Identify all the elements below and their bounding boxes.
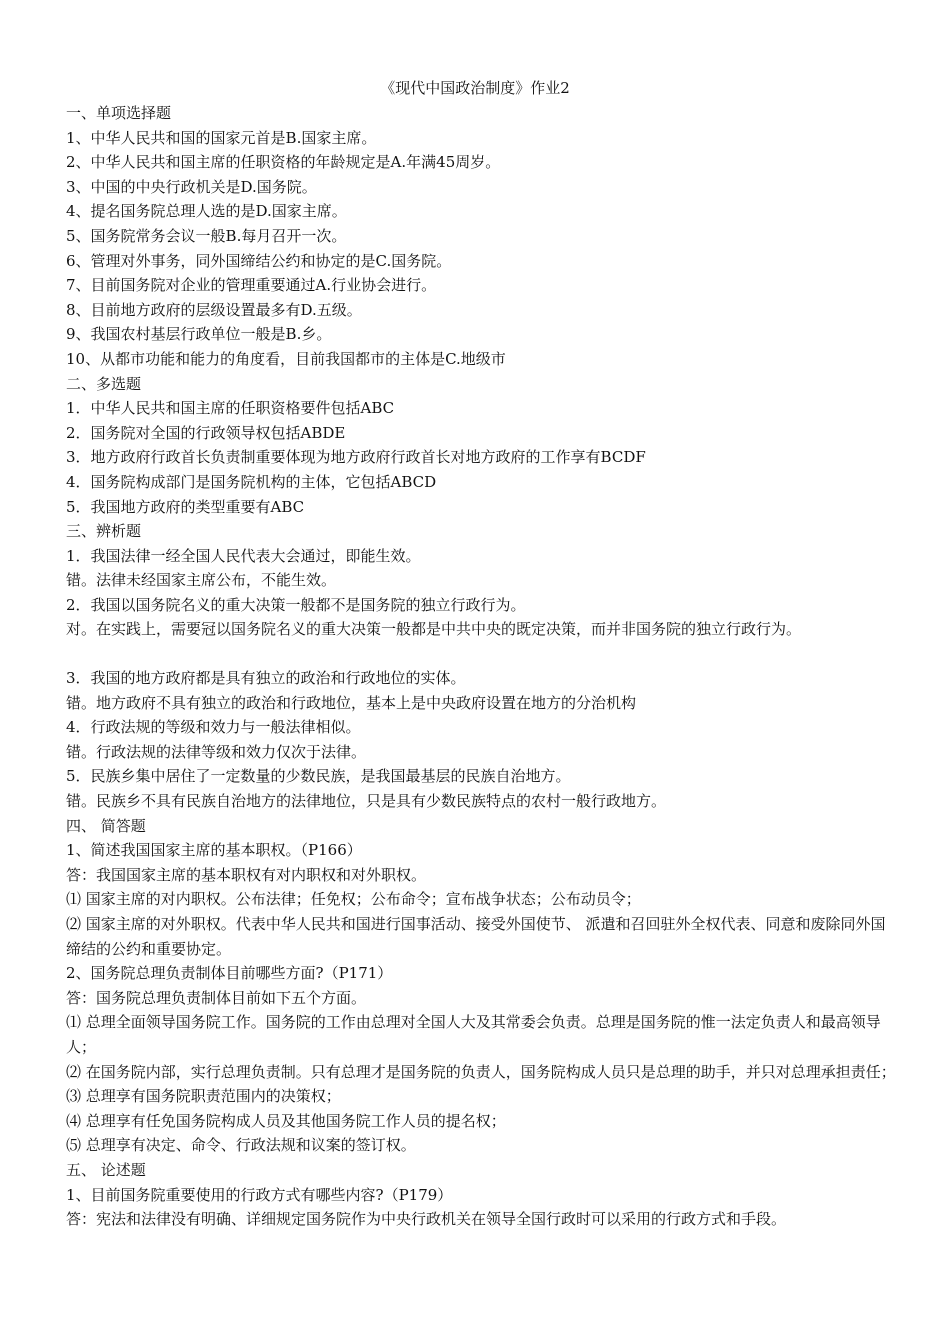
short-answer-point: ⑴ 国家主席的对内职权。公布法律；任免权；公布命令；宣布战争状态；公布动员令；: [66, 890, 641, 909]
multiple-choice-item: 3．地方政府行政首长负责制重要体现为地方政府行政首长对地方政府的工作享有BCDF: [66, 448, 646, 467]
document-title: 《现代中国政治制度》作业2: [380, 79, 570, 97]
short-answer-point: ⑵ 在国务院内部，实行总理负责制。只有总理才是国务院的负责人，国务院构成人员只是总理的助手，并只对总理承担责任；: [66, 1062, 896, 1081]
single-choice-item: 8、目前地方政府的层级设置最多有D.五级。: [66, 300, 362, 319]
section-heading-essay: 五、 论述题: [66, 1160, 146, 1179]
single-choice-item: 4、提名国务院总理人选的是D.国家主席。: [66, 202, 347, 221]
short-answer-question: 2、国务院总理负责制体目前哪些方面?（P171）: [66, 964, 393, 983]
short-answer-point: ⑵ 国家主席的对外职权。代表中华人民共和国进行国事活动、接受外国使节、 派遣和召回驻外全权代表、同意和废除同外国缔结的公约和重要协定。: [66, 915, 886, 958]
analysis-question: 1．我国法律一经全国人民代表大会通过，即能生效。: [66, 546, 421, 565]
short-answer-point: ⑸ 总理享有决定、命令、行政法规和议案的签订权。: [66, 1136, 416, 1155]
short-answer-point: ⑷ 总理享有任免国务院构成人员及其他国务院工作人员的提名权；: [66, 1111, 506, 1130]
analysis-answer: 错。民族乡不具有民族自治地方的法律地位，只是具有少数民族特点的农村一般行政地方。: [66, 792, 667, 811]
analysis-question: 2．我国以国务院名义的重大决策一般都不是国务院的独立行政行为。: [66, 595, 526, 614]
multiple-choice-item: 4．国务院构成部门是国务院机构的主体，它包括ABCD: [66, 472, 437, 491]
single-choice-item: 9、我国农村基层行政单位一般是B.乡。: [66, 325, 332, 344]
section-heading-multiple-choice: 二、多选题: [66, 374, 142, 393]
essay-answer: 答：宪法和法律没有明确、详细规定国务院作为中央行政机关在领导全国行政时可以采用的行政方式和手段。: [66, 1210, 787, 1229]
analysis-answer: 错。地方政府不具有独立的政治和行政地位，基本上是中央政府设置在地方的分治机构: [66, 693, 637, 712]
short-answer-intro: 答：国务院总理负责制体目前如下五个方面。: [66, 988, 367, 1007]
analysis-question: 3．我国的地方政府都是具有独立的政治和行政地位的实体。: [66, 669, 466, 688]
short-answer-point: ⑴ 总理全面领导国务院工作。国务院的工作由总理对全国人大及其常委会负责。总理是国务院的惟一法定负责人和最高领导人；: [66, 1013, 881, 1056]
analysis-answer: 对。在实践上，需要冠以国务院名义的重大决策一般都是中共中央的既定决策，而并非国务院的独立行政行为。: [66, 620, 802, 639]
single-choice-item: 1、中华人民共和国的国家元首是B.国家主席。: [66, 128, 377, 147]
essay-question: 1、目前国务院重要使用的行政方式有哪些内容?（P179）: [66, 1185, 453, 1204]
single-choice-item: 10、从都市功能和能力的角度看，目前我国都市的主体是C.地级市: [66, 349, 506, 368]
single-choice-item: 3、中国的中央行政机关是D.国务院。: [66, 177, 317, 196]
analysis-answer: 错。法律未经国家主席公布，不能生效。: [66, 571, 337, 590]
analysis-question: 5．民族乡集中居住了一定数量的少数民族，是我国最基层的民族自治地方。: [66, 767, 571, 786]
multiple-choice-item: 1．中华人民共和国主席的任职资格要件包括ABC: [66, 399, 395, 418]
single-choice-item: 5、国务院常务会议一般B.每月召开一次。: [66, 226, 347, 245]
single-choice-item: 2、中华人民共和国主席的任职资格的年龄规定是A.年满45周岁。: [66, 153, 501, 172]
single-choice-item: 7、目前国务院对企业的管理重要通过A.行业协会进行。: [66, 276, 437, 295]
analysis-question: 4．行政法规的等级和效力与一般法律相似。: [66, 718, 361, 737]
multiple-choice-item: 5．我国地方政府的类型重要有ABC: [66, 497, 305, 516]
blank-line: [66, 642, 896, 666]
document-body: [66, 101, 896, 1232]
section-heading-analysis: 三、辨析题: [66, 522, 142, 541]
section-heading-single-choice: 一、单项选择题: [66, 104, 172, 122]
short-answer-point: ⑶ 总理享有国务院职责范围内的决策权；: [66, 1087, 341, 1106]
single-choice-item: 6、管理对外事务，同外国缔结公约和协定的是C.国务院。: [66, 251, 452, 270]
short-answer-question: 1、简述我国国家主席的基本职权。（P166）: [66, 841, 362, 860]
short-answer-intro: 答：我国国家主席的基本职权有对内职权和对外职权。: [66, 865, 427, 884]
section-heading-short-answer: 四、 简答题: [66, 816, 146, 835]
analysis-answer: 错。行政法规的法律等级和效力仅次于法律。: [66, 742, 367, 761]
multiple-choice-item: 2．国务院对全国的行政领导权包括ABDE: [66, 423, 346, 442]
